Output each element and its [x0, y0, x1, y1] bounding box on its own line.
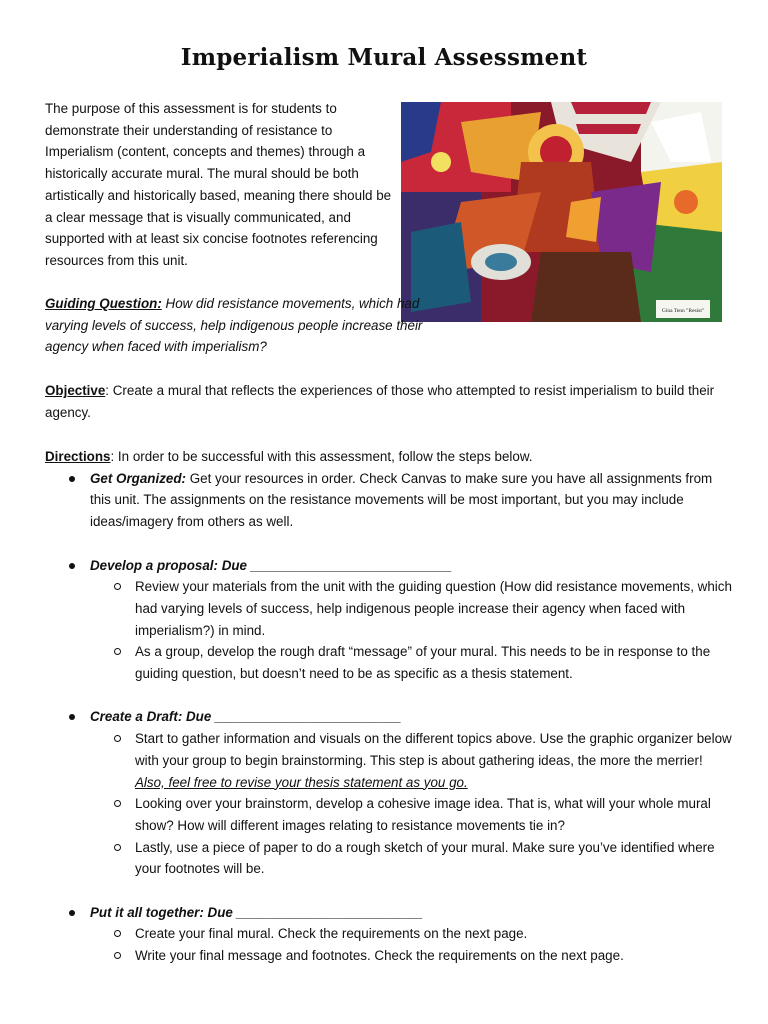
mural-painting: [401, 102, 722, 322]
sub-list: [90, 923, 735, 966]
step-heading: Get Organized:: [90, 470, 186, 486]
mural-signature: Gina Tenn "Resist": [661, 308, 705, 314]
step-body: Get your resources in order. Check Canvas to make sure you have all assignments from this unit. The assignments on the resistance movements will be most important, but you may include ideas/imagery from others as well.: [90, 470, 713, 530]
directions-intro: [45, 446, 735, 468]
directions-section: [45, 446, 735, 967]
revise-thesis-note: Also, feel free to revise your thesis statement as you go.: [135, 774, 468, 790]
step-create-draft: [45, 706, 735, 901]
step-heading: Put it all together: Due _________________________: [90, 904, 423, 920]
step-get-organized: [45, 468, 735, 555]
step-put-together: [45, 902, 735, 967]
steps-list: [45, 468, 735, 967]
list-item: Create your final mural. Check the requirements on the next page.: [90, 923, 735, 945]
list-item-text: Start to gather information and visuals on the different topics above. Use the graphic organizer below with your group to begin brainstorming. This step is about gathering ideas, the more the merrier!: [135, 731, 732, 768]
guiding-question-label: Guiding Question:: [45, 296, 162, 311]
objective-label: Objective: [45, 383, 106, 398]
sub-list: [90, 576, 735, 685]
list-item: Lastly, use a piece of paper to do a rough sketch of your mural. Make sure you’ve identified where your footnotes will be.: [90, 837, 735, 880]
directions-label: Directions: [45, 449, 111, 464]
step-heading: Develop a proposal: Due ___________________________: [90, 557, 452, 573]
step-develop-proposal: [45, 555, 735, 707]
mural-image: [401, 102, 722, 322]
guiding-question-text: How did resistance movements, which had varying levels of success, help indigenous people increase their agency when faced with imperialism?: [45, 296, 423, 355]
directions-text: : In order to be successful with this assessment, follow the steps below.: [110, 449, 533, 464]
guiding-question: [45, 293, 425, 358]
list-item: Write your final message and footnotes. Check the requirements on the next page.: [90, 945, 735, 967]
objective: [45, 380, 725, 423]
list-item: Looking over your brainstorm, develop a cohesive image idea. That is, what will your whole mural show? How will different images relating to resistance movements tie in?: [90, 793, 735, 836]
list-item: Review your materials from the unit with the guiding question (How did resistance movements, which had varying levels of success, help indigenous people increase their agency when faced with imperialism?) in mind.: [90, 576, 735, 641]
objective-text: : Create a mural that reflects the experiences of those who attempted to resist imperialism to build their agency.: [45, 383, 715, 420]
list-item: [90, 728, 735, 793]
sub-list: [90, 728, 735, 880]
intro-paragraph: The purpose of this assessment is for students to demonstrate their understanding of resistance to Imperialism (content, concepts and themes) through a historically accurate mural. The mural should be both artistically and historically based, meaning there should be a clear message that is visually communicated, and supported with at least six concise footnotes referencing resources from this unit.: [45, 101, 392, 268]
step-heading: Create a Draft: Due _________________________: [90, 709, 402, 725]
list-item: As a group, develop the rough draft “message” of your mural. This needs to be in response to the guiding question, but doesn’t need to be as specific as a thesis statement.: [90, 641, 735, 684]
page-title: Imperialism Mural Assessment: [180, 44, 588, 71]
